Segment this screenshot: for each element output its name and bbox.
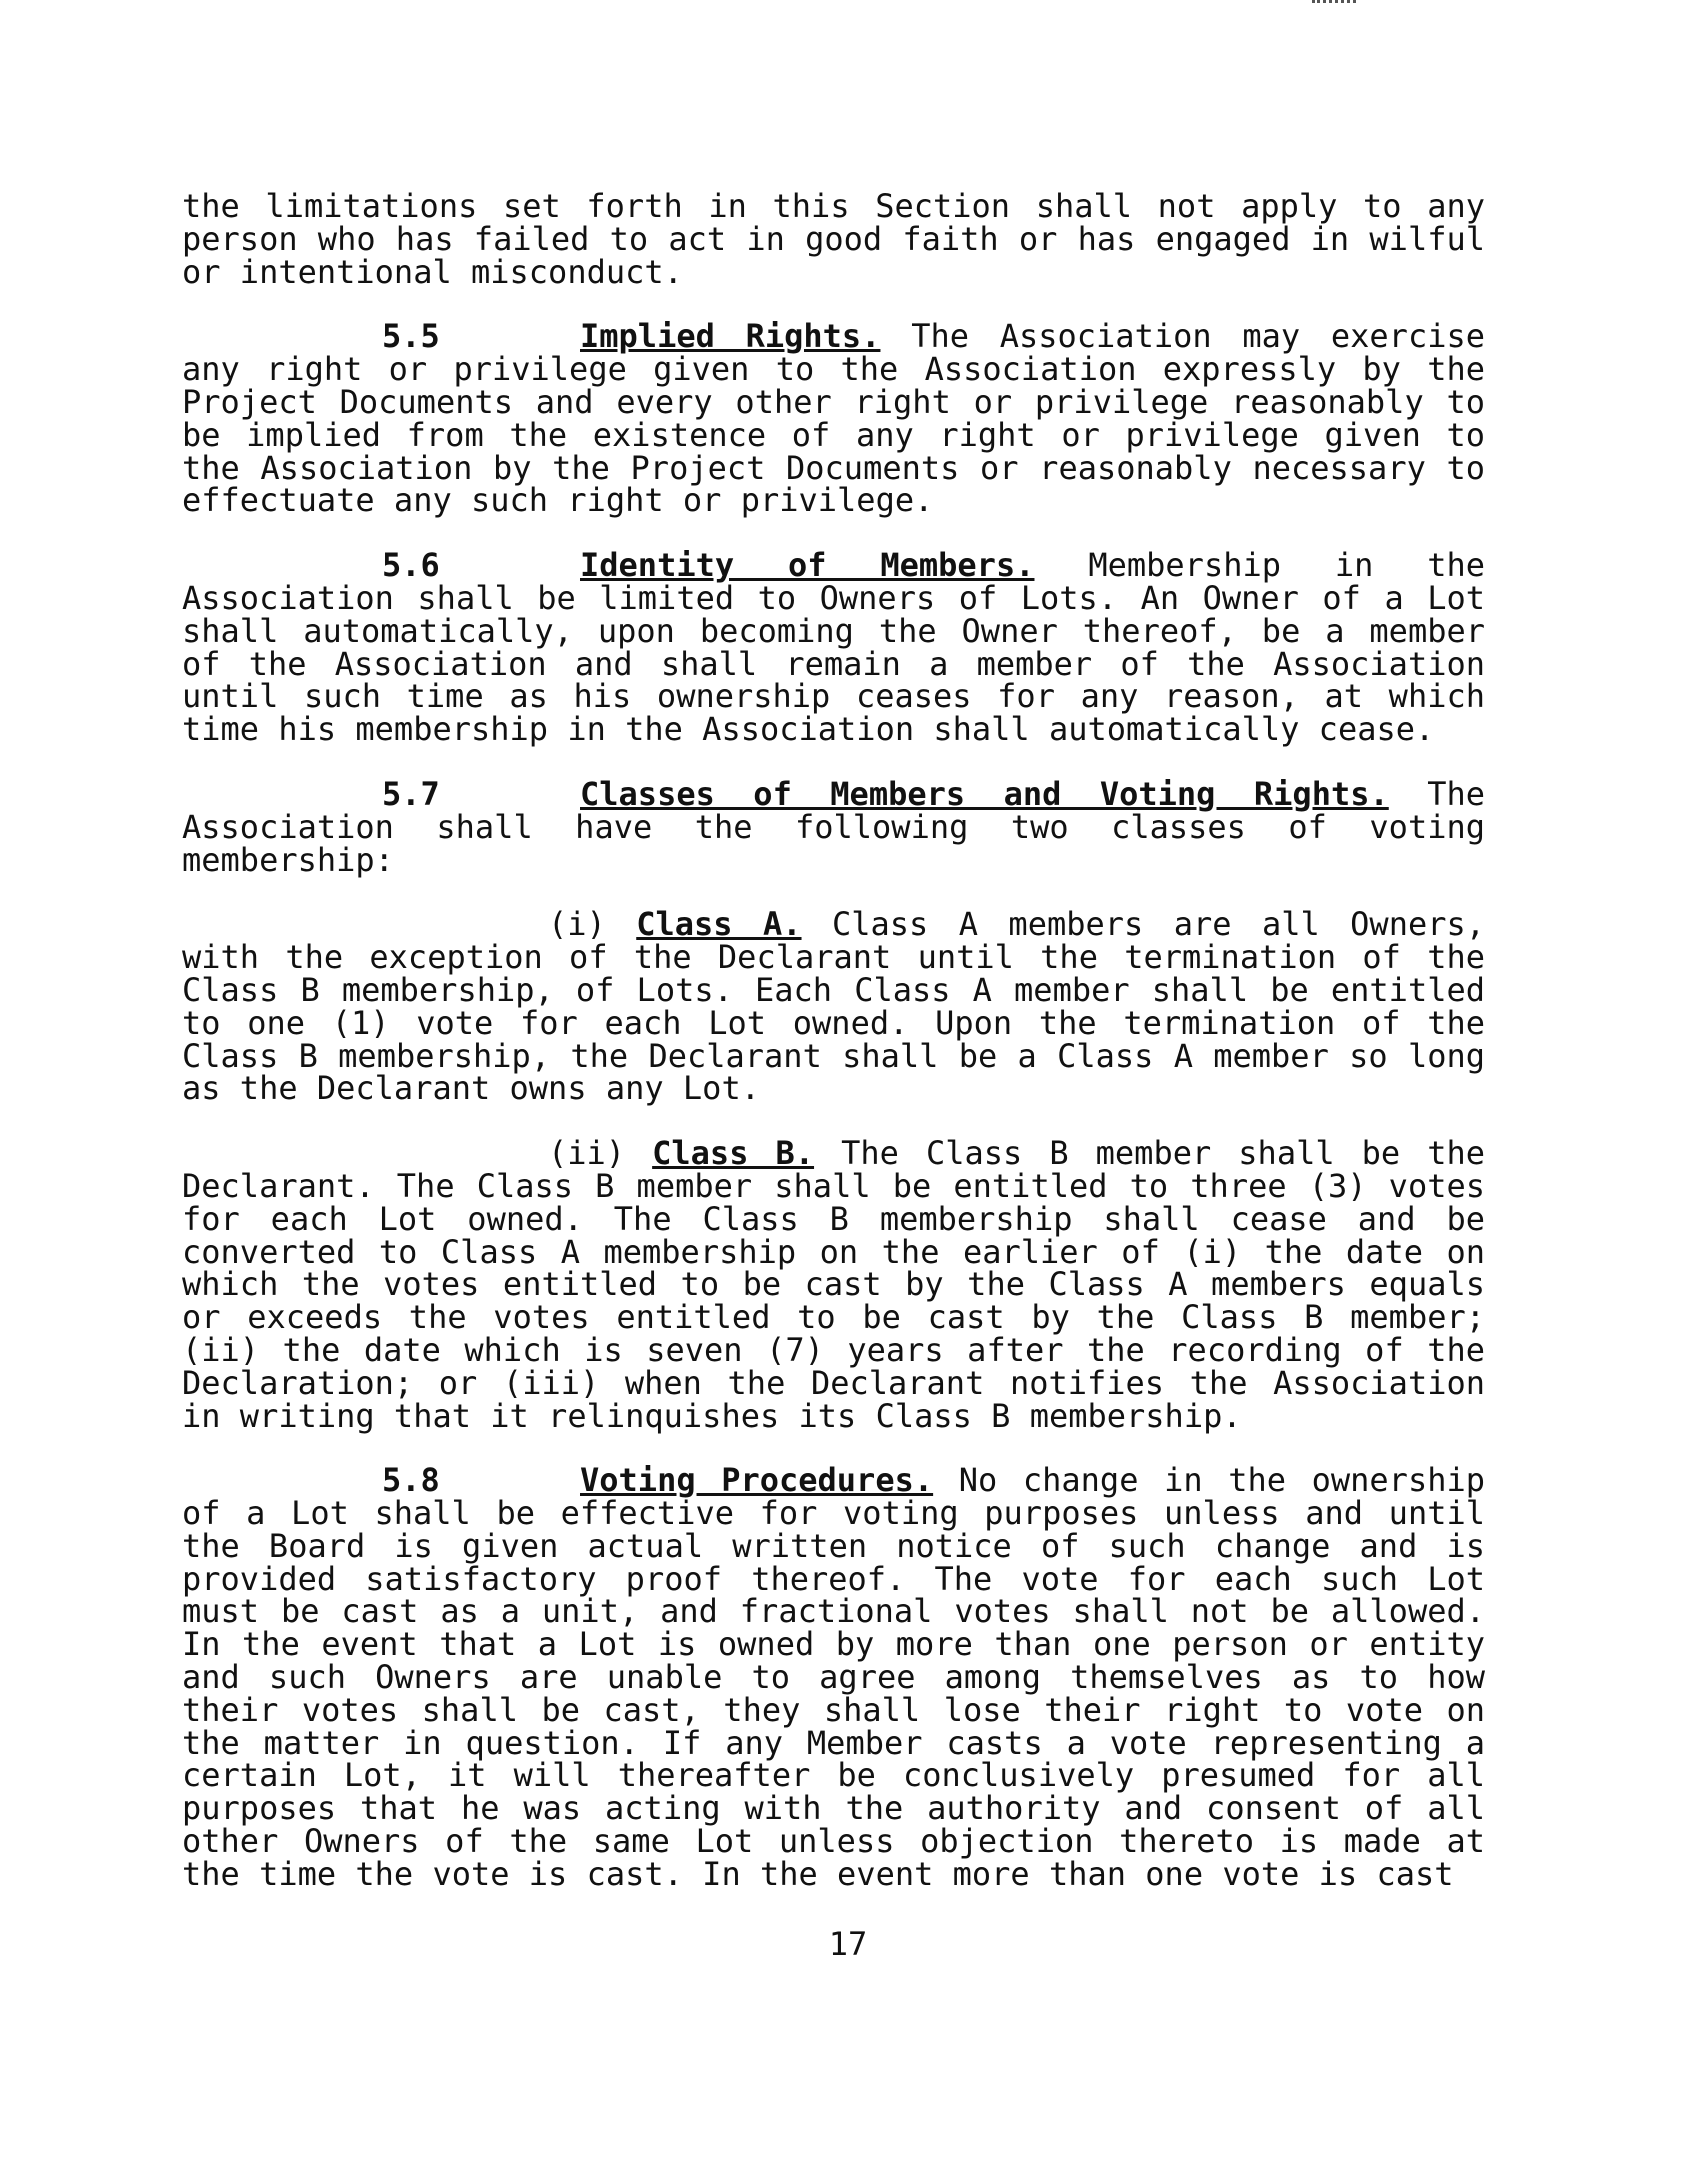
section-heading: Identity of Members.	[580, 546, 1035, 585]
class-a-paragraph	[182, 905, 1486, 1108]
class-b-heading: Class B.	[652, 1134, 815, 1173]
section-heading: Voting Procedures.	[580, 1461, 934, 1500]
class-b-text: The Class B member shall be the Declarant. The Class B member shall be entitled to three (3) votes for each Lot owned. The Class B membership shall cease and be converted to Class A membership on the earlier of (i) the date on which the votes entitled to be cast by the Class A members equals or exceeds the votes entitled to be cast by the Class B member; (ii) the date which is seven (7) years after the recording of the Declaration; or (iii) when the Declarant notifies the Association in writing that it relinquishes its Class B membership.	[182, 1134, 1486, 1435]
section-text: The Association may exercise any right or privilege given to the Association expressly by the Project Documents and every other right or privilege reasonably to be implied from the existence of any right or privilege given to the Association by the Project Documents or reasonably necessary to effectuate any such right or privilege.	[182, 317, 1486, 520]
section-text: Membership in the Association shall be limited to Owners of Lots. An Owner of a Lot shall automatically, upon becoming the Owner thereof, be a member of the Association and shall remain a member of the Association until such time as his ownership ceases for any reason, at which time his membership in the Association shall automatically cease.	[182, 546, 1486, 749]
section-text: No change in the ownership of a Lot shall be effective for voting purposes unless and until the Board is given actual written notice of such change and is provided satisfactory proof thereof. The vote for each such Lot must be cast as a unit, and fractional votes shall not be allowed. In the event that a Lot is owned by more than one person or entity and such Owners are unable to agree among themselves as to how their votes shall be cast, they shall lose their right to vote on the matter in question. If any Member casts a vote representing a certain Lot, it will thereafter be conclusively presumed for all purposes that he was acting with the authority and consent of all other Owners of the same Lot unless objection thereto is made at the time the vote is cast. In the event more than one vote is cast	[182, 1461, 1486, 1893]
section-5-5	[182, 317, 1486, 520]
class-b-marker: (ii)	[548, 1134, 626, 1173]
section-number: 5.8	[382, 1461, 440, 1500]
document-body	[182, 187, 1486, 1893]
section-number: 5.6	[382, 546, 440, 585]
section-5-6	[182, 546, 1486, 749]
section-5-8	[182, 1461, 1486, 1893]
section-5-7	[182, 774, 1486, 879]
class-a-text: Class A members are all Owners, with the exception of the Declarant until the termination of the Class B membership, of Lots. Each Class A member shall be entitled to one (1) vote for each Lot owned. Upon the termination of the Class B membership, the Declarant shall be a Class A member so long as the Declarant owns any Lot.	[182, 905, 1486, 1108]
section-text: The Association shall have the following two classes of voting membership:	[182, 774, 1486, 879]
class-a-heading: Class A.	[636, 905, 802, 944]
class-b-paragraph	[182, 1134, 1486, 1435]
section-number: 5.7	[382, 774, 440, 813]
page-number: 17	[828, 1925, 868, 1963]
section-heading: Classes of Members and Voting Rights.	[580, 774, 1389, 813]
scan-edge-mark	[1312, 0, 1356, 7]
section-number: 5.5	[382, 317, 440, 356]
intro-paragraph: the limitations set forth in this Section shall not apply to any person who has failed to act in good faith or has engaged in wilful or intentional misconduct.	[182, 187, 1485, 291]
class-a-marker: (i)	[548, 905, 606, 944]
section-heading: Implied Rights.	[580, 317, 881, 356]
